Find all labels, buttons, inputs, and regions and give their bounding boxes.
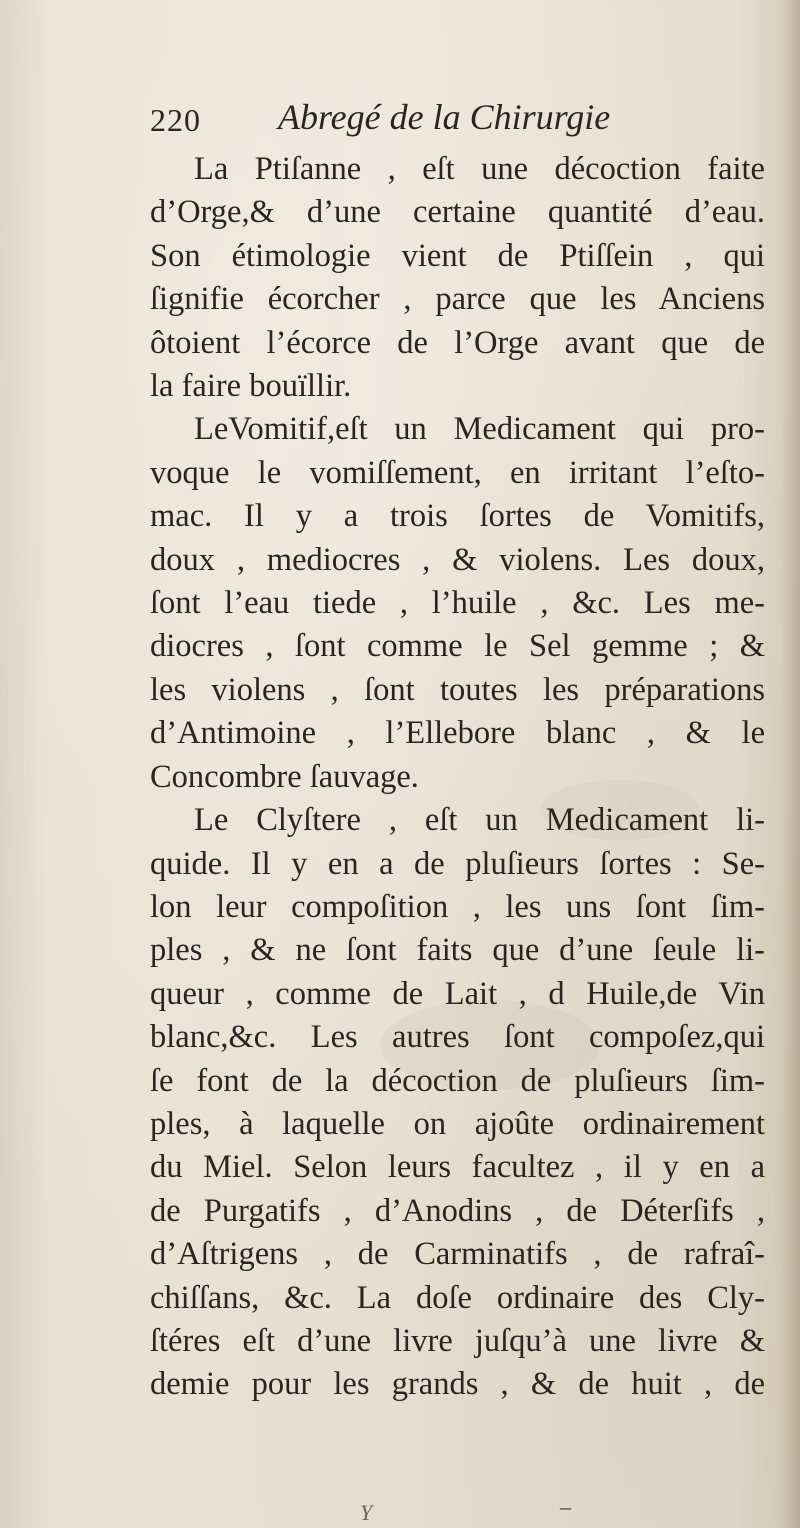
text-line: d’Antimoine , l’Ellebore blanc , & le bbox=[150, 715, 765, 752]
text-line: quide. Il y en a de pluſieurs ſortes : Se- bbox=[150, 845, 765, 882]
text-line: La Ptiſanne , eſt une décoction faite bbox=[194, 151, 765, 187]
text-line: voque le vomiſſement, en irritant l’eſto- bbox=[150, 454, 765, 491]
running-title: Abregé de la Chirurgie bbox=[278, 97, 611, 137]
text-line: queur , comme de Lait , d Huile,de Vin bbox=[150, 975, 765, 1012]
text-line: du Miel. Selon leurs facultez , il y en a bbox=[150, 1149, 765, 1186]
text-line: ſont l’eau tiede , l’huile , &c. Les me- bbox=[150, 585, 765, 622]
text-line: ples, à laquelle on ajoûte ordinairement bbox=[150, 1105, 765, 1142]
text-line: d’Orge,& d’une certaine quantité d’eau. bbox=[150, 194, 765, 231]
text-line: diocres , ſont comme le Sel gemme ; & bbox=[150, 628, 765, 665]
text-line: les violens , ſont toutes les préparations bbox=[150, 671, 765, 708]
text-line: chiſſans, &c. La doſe ordinaire des Cly- bbox=[150, 1279, 765, 1316]
catchword-dash: – bbox=[560, 1494, 571, 1519]
text-line: LeVomitif,eſt un Medicament qui pro- bbox=[194, 411, 765, 448]
text-line: ſtéres eſt d’une livre juſqu’à une livre & bbox=[150, 1322, 765, 1359]
text-line: la faire bouïllir. bbox=[150, 368, 352, 405]
text-line: d’Aſtrigens , de Carminatifs , de rafraî- bbox=[150, 1236, 765, 1273]
page-header bbox=[150, 96, 770, 146]
signature-mark: Y bbox=[360, 1500, 373, 1525]
page-number: 220 bbox=[150, 102, 201, 138]
text-line: Son étimologie vient de Ptiſſein , qui bbox=[150, 237, 765, 274]
text-line: de Purgatifs , d’Anodins , de Déterſifs , bbox=[150, 1192, 765, 1229]
text-line: mac. Il y a trois ſortes de Vomitifs, bbox=[150, 498, 765, 535]
page-edge-shadow bbox=[782, 0, 800, 1528]
text-line: ples , & ne ſont faits que d’une ſeule li- bbox=[150, 932, 765, 969]
text-line: demie pour les grands , & de huit , de bbox=[150, 1366, 765, 1403]
text-line: lon leur compoſition , les uns ſont ſim- bbox=[150, 888, 765, 925]
text-line: ſe font de la décoction de pluſieurs ſim- bbox=[150, 1062, 765, 1099]
body-text bbox=[150, 148, 765, 1407]
text-line: blanc,&c. Les autres ſont compoſez,qui bbox=[150, 1019, 765, 1056]
text-line: doux , mediocres , & violens. Les doux, bbox=[150, 541, 765, 578]
text-line: Concombre ſauvage. bbox=[150, 758, 419, 795]
text-line: ôtoient l’écorce de l’Orge avant que de bbox=[150, 324, 765, 361]
text-line: Le Clyſtere , eſt un Medicament li- bbox=[194, 802, 765, 839]
text-line: ſignifie écorcher , parce que les Anciens bbox=[150, 281, 765, 318]
